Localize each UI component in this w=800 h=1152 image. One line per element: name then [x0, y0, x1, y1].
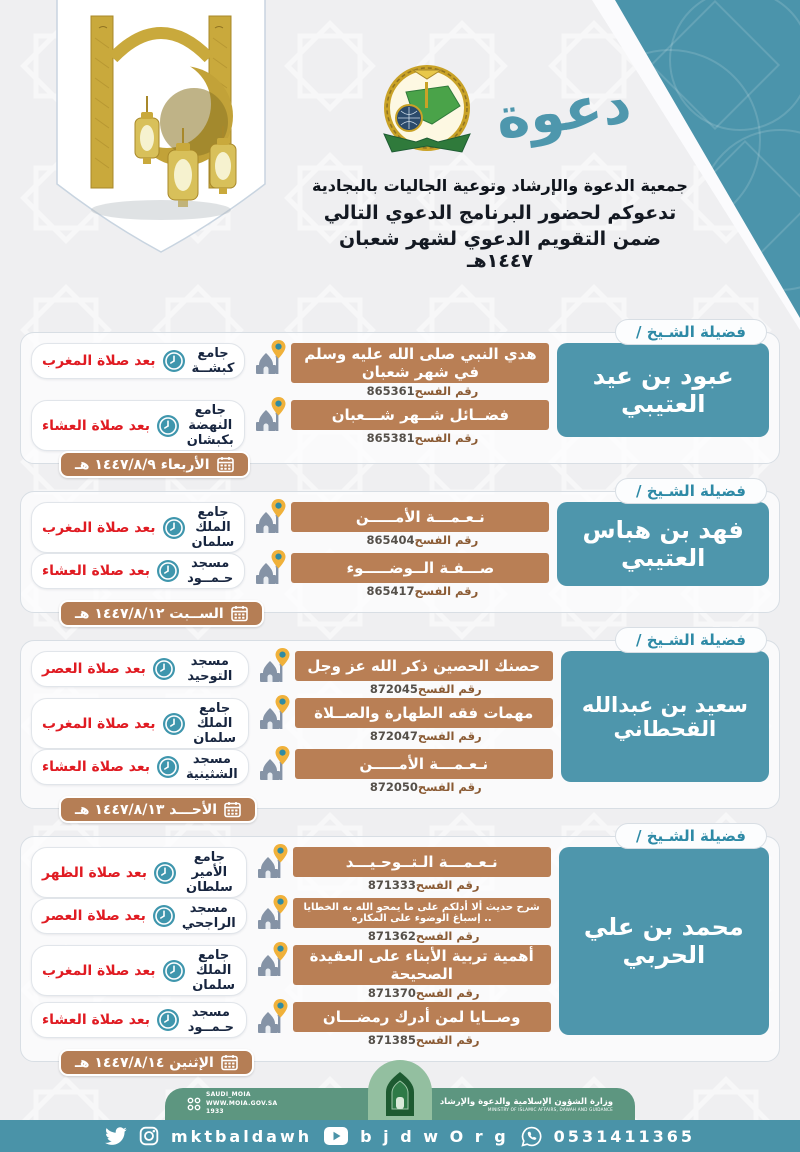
clock-icon [152, 904, 176, 928]
location-time-pill [31, 1002, 247, 1038]
permit-number: 872050 [369, 780, 418, 794]
mosque-name: مسجد التوحيد [187, 654, 233, 684]
lecture-row [31, 502, 549, 553]
permit-line [295, 681, 553, 698]
location-time-pill [31, 553, 245, 589]
location-time-pill [31, 343, 245, 379]
mosque-name: مسجد حـمــود [187, 1005, 234, 1035]
location-pin-icon [275, 746, 290, 765]
ministry-logo-bump [368, 1060, 432, 1120]
prayer-time: بعد صلاة المغرب [42, 962, 156, 979]
section-label-text: فضيلة الشـيخ / [636, 631, 746, 649]
mosque-name: جامع النهضة بكبشان [186, 403, 234, 448]
mosque-name: مسجد الراجحي [181, 901, 236, 931]
footer [0, 1052, 800, 1152]
lecture-row [31, 553, 549, 600]
permit-line [291, 532, 549, 549]
mosque-name: جامع كبشــة [191, 346, 235, 376]
lecture-row [31, 651, 553, 698]
lecture-row [31, 945, 551, 1002]
social-handle[interactable]: mktbaldawh [171, 1126, 313, 1146]
prayer-time: بعد صلاة العشاء [42, 417, 151, 434]
location-pin-icon [271, 397, 286, 416]
date-badge [59, 600, 264, 627]
header [305, 58, 695, 272]
permit-label: رقم الفسح [414, 584, 479, 598]
clock-icon [156, 414, 180, 438]
sections [20, 305, 780, 1071]
section-label-text: فضيلة الشـيخ / [636, 827, 746, 845]
org-name-calligraphy: جمعية الدعوة والإرشاد وتوعية الجاليات بالبجادية [312, 176, 688, 195]
permit-line [291, 583, 549, 600]
moia-dots-icon [187, 1097, 201, 1111]
location-time-pill [31, 847, 247, 898]
date-text: الأربعاء ١٤٤٧/٨/٩ هـ [75, 456, 210, 473]
clock-icon [162, 712, 186, 736]
prayer-time: بعد صلاة المغرب [42, 715, 156, 732]
rows [31, 847, 551, 1049]
lecture-row [31, 898, 551, 945]
clock-icon [156, 559, 180, 583]
permit-label: رقم الفسح [414, 384, 479, 398]
mosque-name: مسجد الشثينية [186, 752, 238, 782]
permit-number: 871370 [367, 986, 416, 1000]
mosque-name: جامع الملك سلمان [191, 505, 235, 550]
prayer-time: بعد صلاة العشاء [42, 1012, 151, 1028]
section-label [615, 319, 767, 345]
date-badge [59, 796, 257, 823]
lecture-title: أهمية تربية الأبناء على العقيدة الصحيحة [293, 945, 551, 985]
permit-number: 865404 [366, 533, 415, 547]
date-text: الأحـــد ١٤٤٧/٨/١٣ هـ [75, 801, 218, 818]
permit-number: 865417 [366, 584, 415, 598]
social-bar [0, 1120, 800, 1152]
permit-label: رقم الفسح [415, 878, 480, 892]
rows [31, 502, 549, 600]
invite-line2: ضمن التقويم الدعوي لشهر شعبان ١٤٤٧هـ [339, 228, 661, 272]
location-pin-icon [275, 648, 290, 667]
permit-number: 872047 [369, 729, 418, 743]
permit-line [293, 1032, 551, 1049]
prayer-time: بعد صلاة العصر [42, 661, 146, 677]
prayer-time: بعد صلاة المغرب [42, 353, 156, 369]
clock-icon [152, 657, 176, 681]
permit-number: 871385 [367, 1033, 416, 1047]
lecture-row [31, 847, 551, 898]
permit-line [293, 985, 551, 1002]
clock-icon [162, 959, 186, 983]
location-pin-icon [271, 550, 286, 569]
location-pin-icon [271, 499, 286, 518]
permit-label: رقم الفسح [417, 682, 482, 696]
youtube-handle[interactable]: b j d w O r g [360, 1126, 509, 1146]
lecture-row [31, 400, 549, 451]
location-pin-icon [273, 942, 288, 961]
permit-line [293, 877, 551, 894]
location-time-pill [31, 651, 249, 687]
clock-icon [162, 349, 186, 373]
section-label [615, 478, 767, 504]
location-time-pill [31, 698, 249, 749]
lecture-title: وصــايا لمن أدرك رمضـــان [293, 1002, 551, 1032]
permit-number: 871362 [367, 929, 416, 943]
permit-label: رقم الفسح [417, 780, 482, 794]
moia-site[interactable]: WWW.MOIA.GOV.SA [206, 1099, 278, 1107]
section-label-text: فضيلة الشـيخ / [636, 482, 746, 500]
lecture-row [31, 343, 549, 400]
permit-number: 865381 [366, 431, 415, 445]
permit-label: رقم الفسح [415, 929, 480, 943]
lecture-section [20, 631, 780, 818]
sheikh-name: سعيد بن عبدالله القحطاني [561, 651, 769, 782]
location-time-pill [31, 749, 249, 785]
permit-line [295, 779, 553, 796]
location-time-pill [31, 502, 245, 553]
mosque-name: مسجد حـمــود [187, 556, 234, 586]
date-text: الإثنين ١٤٤٧/٨/١٤ هـ [75, 1054, 214, 1071]
lecture-section [20, 323, 780, 473]
moia-handle: SAUDI_MOIA [206, 1090, 251, 1098]
location-pin-icon [273, 895, 288, 914]
invite-line1: تدعوكم لحضور البرنامج الدعوي التالي [323, 202, 677, 224]
clock-icon [156, 1008, 180, 1032]
location-pin-icon [275, 695, 290, 714]
clock-icon [156, 755, 180, 779]
prayer-time: بعد صلاة العصر [42, 908, 146, 924]
permit-number: 872045 [369, 682, 418, 696]
permit-number: 865361 [366, 384, 415, 398]
lecture-title: حصنك الحصين ذكر الله عز وجل [295, 651, 553, 681]
permit-label: رقم الفسح [415, 1033, 480, 1047]
permit-label: رقم الفسح [414, 533, 479, 547]
location-time-pill [31, 400, 245, 451]
youtube-icon[interactable] [324, 1127, 348, 1145]
rows [31, 651, 553, 796]
calendar-icon [231, 605, 248, 622]
lecture-title: هدي النبي صلى الله عليه وسلم في شهر شعبان [291, 343, 549, 383]
calendar-icon [224, 801, 241, 818]
whatsapp-icon[interactable] [521, 1126, 542, 1147]
lecture-title: صـــفـة الــوضـــــوء [291, 553, 549, 583]
lecture-title: مهمات فقه الطهارة والصــلاة [295, 698, 553, 728]
date-text: الســبت ١٤٤٧/٨/١٢ هـ [75, 605, 224, 622]
lecture-title: نـعـمـــة الأمـــــن [295, 749, 553, 779]
ministry-name-ar: وزارة الشؤون الإسلامية والدعوة والإرشاد [439, 1096, 613, 1107]
prayer-time: بعد صلاة العشاء [42, 759, 151, 775]
permit-label: رقم الفسح [417, 729, 482, 743]
lecture-row [31, 698, 553, 749]
location-time-pill [31, 945, 247, 996]
lecture-title: نـعـمـــة الأمـــــن [291, 502, 549, 532]
sheikh-name: عبود بن عيد العتيبي [557, 343, 769, 437]
lecture-title: نـعـمـــة الـتــوحـيـــد [293, 847, 551, 877]
lecture-row [31, 749, 553, 796]
mosque-name: جامع الملك سلمان [193, 701, 237, 746]
whatsapp-number[interactable]: 0531411365 [553, 1126, 695, 1146]
location-pin-icon [273, 844, 288, 863]
section-label-text: فضيلة الشـيخ / [636, 323, 746, 341]
permit-line [291, 383, 549, 400]
permit-line [293, 928, 551, 945]
section-label [615, 823, 767, 849]
clock-icon [162, 516, 186, 540]
pennant-banner [55, 0, 267, 260]
rows [31, 343, 549, 451]
lecture-title: شرح حديث ألا أدلكم على ما يمحو الله به الخطايا .. إسباغ الوضوء على المكاره [293, 898, 551, 928]
ministry-name-en: MINISTRY OF ISLAMIC AFFAIRS, DAWAH AND GUIDANCE [487, 1106, 613, 1112]
sheikh-name: محمد بن علي الحربي [559, 847, 769, 1035]
twitter-icon[interactable] [105, 1127, 127, 1145]
prayer-time: بعد صلاة العشاء [42, 563, 151, 579]
dawah-logo: دعوة [492, 71, 635, 152]
permit-line [291, 430, 549, 447]
section-label [615, 627, 767, 653]
moia-number: 1933 [206, 1108, 224, 1116]
prayer-time: بعد صلاة المغرب [42, 519, 156, 536]
association-logo [368, 60, 486, 164]
date-badge [59, 451, 250, 478]
ministry-logo [382, 1071, 418, 1117]
clock-icon [153, 861, 177, 885]
location-pin-icon [271, 340, 286, 359]
lecture-row [31, 1002, 551, 1049]
mosque-name: جامع الملك سلمان [192, 948, 235, 993]
location-pin-icon [273, 999, 288, 1018]
lecture-section [20, 482, 780, 622]
location-time-pill [31, 898, 247, 934]
permit-number: 871333 [367, 878, 416, 892]
permit-line [295, 728, 553, 745]
mosque-name: جامع الأمير سلطان [186, 850, 233, 895]
lecture-section [20, 827, 780, 1071]
permit-label: رقم الفسح [415, 986, 480, 1000]
sheikh-name: فهد بن هباس العتيبي [557, 502, 769, 586]
instagram-icon[interactable] [139, 1126, 159, 1146]
calendar-icon [217, 456, 234, 473]
lecture-title: فضــائل شــهر شـــعبان [291, 400, 549, 430]
permit-label: رقم الفسح [414, 431, 479, 445]
prayer-time: بعد صلاة الظهر [42, 864, 148, 881]
